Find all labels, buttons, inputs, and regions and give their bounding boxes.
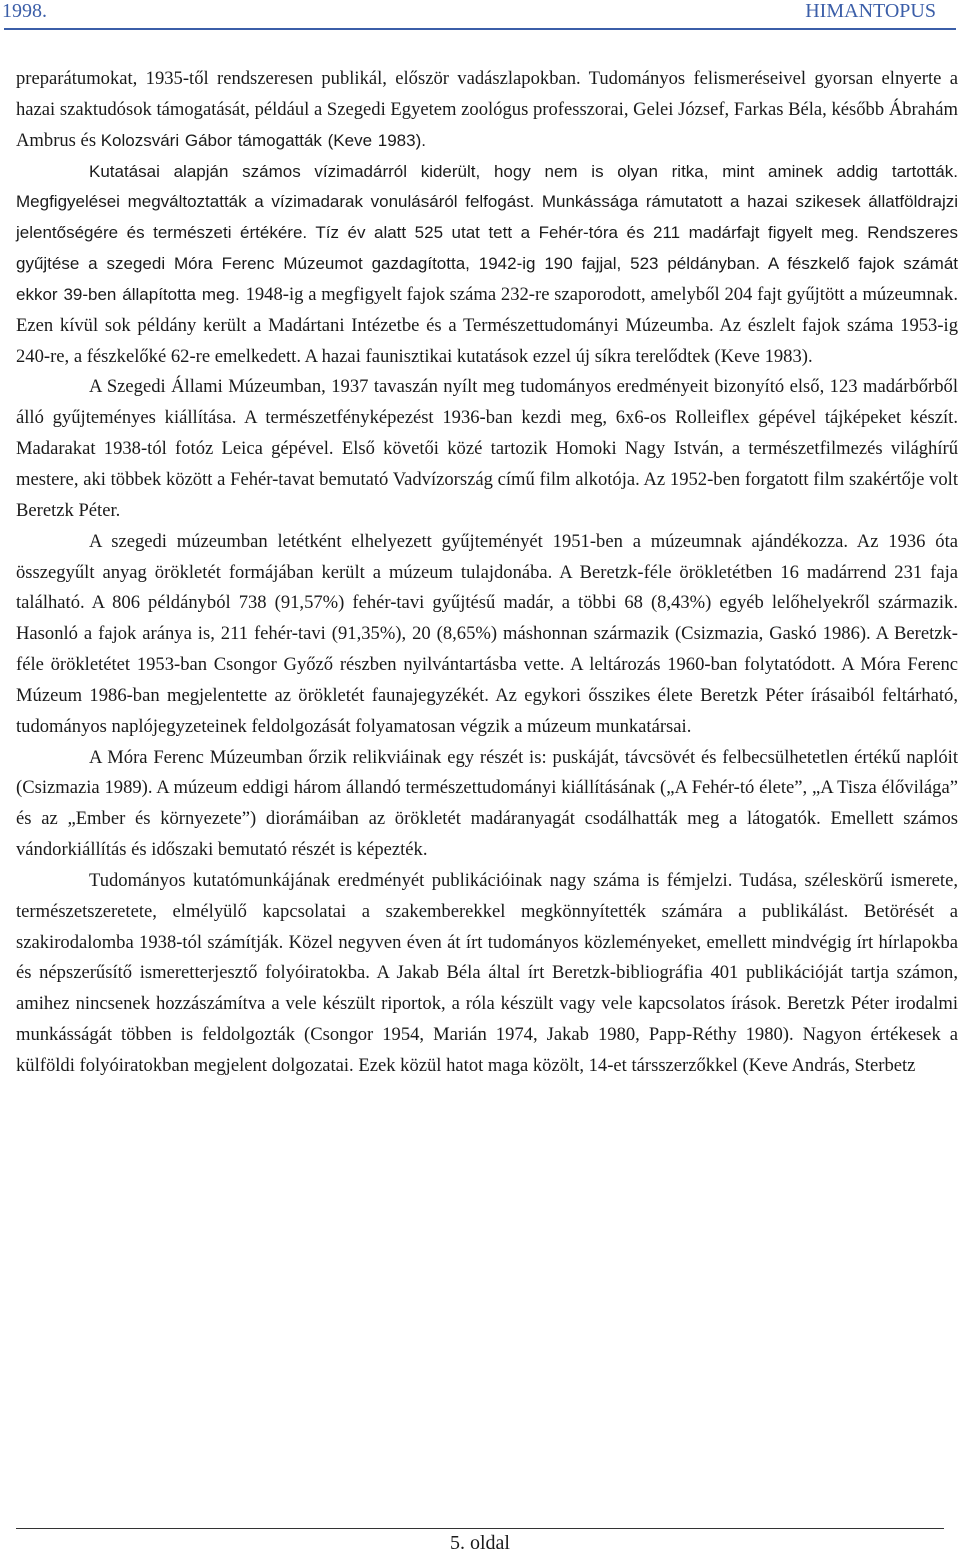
paragraph-3: A Szegedi Állami Múzeumban, 1937 tavaszán nyílt meg tudományos eredményeit bizonyító első, 123 madárbőrből álló gyűjteményes kiállítása. A természetfényképezést 1936-ban kezdi meg, 6x6-os Rolleiflex gépével tájképeket készít. Madarakat 1938-tól fotóz Leica gépével. Első követői közé tartozik Homoki Nagy István, a természetfilmezés világhírű mestere, aki többek között a Fehér-tavat bemutató Vadvízország című film alkotója. Az 1952-ben forgatott film szakértője volt Beretzk Péter. — [16, 376, 958, 521]
header-year: 1998. — [2, 0, 47, 22]
header-rule — [4, 28, 956, 30]
paragraph-2-text-a: Kutatásai alapján számos vízimadárról kiderült, hogy nem is olyan ritka, mint aminek addig tartották. Megfigyelései megváltoztatták a vízimadarak vonulásáról felfogást. Munkássága rámutatott a hazai szikesek állatföldrajzi jelentőségére és természeti értékére. Tíz év alatt 525 utat tett a Fehér-tóra és 211 madárfajt figyelt meg. Rendszeres gyűjtése a szegedi Móra Ferenc Múzeumot gazdagította, 1942-ig 190 fajjal, 523 példányban. A fészkelő fajok számát ekkor 39-ben állapította meg. — [16, 161, 958, 304]
header-journal-title: HIMANTOPUS — [805, 0, 936, 22]
paragraph-1-text-b: Kolozsvári Gábor támogatták (Keve 1983). — [100, 130, 426, 150]
paragraph-2 — [16, 157, 958, 373]
paragraph-6: Tudományos kutatómunkájának eredményét publikációinak nagy száma is fémjelzi. Tudása, széleskörű ismerete, természetszeretete, elmélyülő kapcsolatai a szakemberekkel megkönnyítették számára a publikálást. Betörését a szakirodalomba 1938-tól számítják. Közel negyven éven át írt tudományos közleményeket, emellett mindvégig írt hírlapokba és népszerűsítő ismeretterjesztő folyóiratokba. A Jakab Béla által írt Beretzk-bibliográfia 401 publikációját tartja számon, amihez nincsenek hozzászámítva a vele készült riportok, a róla készült vagy vele kapcsolatos írások. Beretzk Péter irodalmi munkásságát többen is feldolgozták (Csongor 1954, Marián 1974, Jakab 1980, Papp-Réthy 1980). Nagyon értékesek a külföldi folyóiratokban megjelent dolgozatai. Ezek közül hatot maga közölt, 14-et társszerzőkkel (Keve András, Sterbetz — [16, 869, 958, 1076]
footer-rule — [16, 1528, 944, 1529]
paragraph-4: A szegedi múzeumban letétként elhelyezett gyűjteményét 1951-ben a múzeumnak ajándékozza. Az 1936 óta összegyűlt anyag örökletét formájában került a múzeum tulajdonába. A Beretzk-féle örökletétben 16 madárrend 231 faja található. A 806 példányból 738 (91,57%) fehér-tavi gyűjtésű madár, a többi 68 (8,43%) egyéb lelőhelyekről származik. Hasonló a fajok aránya is, 211 fehér-tavi (91,35%), 20 (8,65%) máshonnan származik (Csizmazia, Gaskó 1986). A Beretzk-féle örökletétet 1953-ban Csongor Győző részben nyilvántartásba vette. A leltározás 1960-ban folytatódott. A Móra Ferenc Múzeum 1986-ban megjelentette az örökletét faunajegyzékét. Az egykori ősszikes élete Beretzk Péter írásaiból feltárható, tudományos naplójegyzeteinek feldolgozását folyamatosan végzik a múzeum munkatársai. — [16, 530, 958, 737]
page-number: 5. oldal — [450, 1532, 510, 1554]
paragraph-5: A Móra Ferenc Múzeumban őrzik relikviáinak egy részét is: puskáját, távcsövét és felbecsülhetetlen értékű naplóit (Csizmazia 1989). A múzeum eddigi három állandó természettudományi kiállításának („A Fehér-tó élete”, „A Tisza élővilága” és az „Ember és környezete”) diorámáiban az örökletét madáranyagát csodálhatták meg a látogatók. Emellett számos vándorkiállítás és időszaki bemutató részét is képezték. — [16, 746, 958, 861]
paragraph-1-text-a: preparátumokat, 1935-től rendszeresen publikál, először vadászlapokban. Tudományos felismeréseivel gyorsan elnyerte a hazai szaktudósok támogatását, például a Szegedi Egyetem zoológus professzorai, Gelei József, Farkas Béla, később Ábrahám Ambrus és — [16, 68, 958, 151]
paragraph-1 — [16, 64, 958, 157]
paragraph-2-text-b: 1948-ig a megfigyelt fajok száma 232-re szaporodott, amelyből 204 fajt gyűjtött a múzeumnak. Ezen kívül sok példány került a Madártani Intézetbe és a Természettudományi Múzeumba. Az észlelt fajok száma 1953-ig 240-re, a fészkelőké 62-re emelkedett. A hazai faunisztikai kutatások ezzel új síkra terelődtek (Keve 1983). — [16, 283, 958, 367]
page-header — [0, 0, 960, 28]
article-body — [16, 64, 958, 1082]
